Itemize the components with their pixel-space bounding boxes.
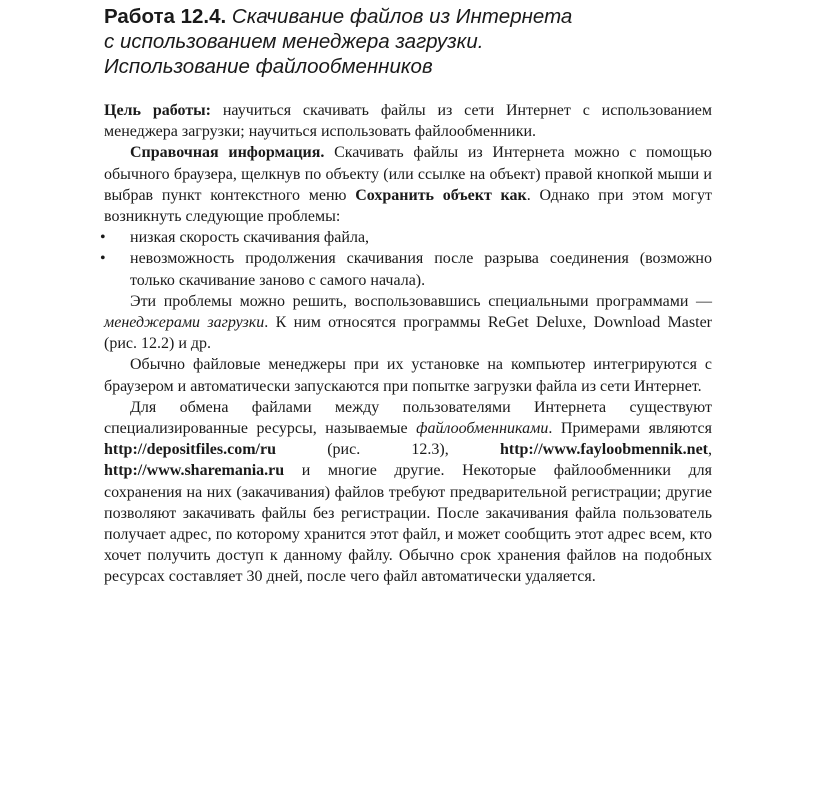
integration-paragraph: [104, 354, 712, 396]
list-item: [100, 248, 712, 290]
exchange-text-1: Для обмена файлами между пользователями Интернета существуют специализированные ресурсы, называемые: [104, 398, 712, 438]
exchange-term: файлообменниками: [416, 420, 549, 438]
work-number: Работа 12.4.: [104, 5, 227, 28]
page-title: [104, 4, 744, 79]
work-title-line-3: Использование файлообменников: [104, 55, 433, 78]
info-text-2: . Однако при этом могут возникнуть следующие проблемы:: [104, 186, 712, 226]
url-fayloobmennik: http://www.fayloobmennik.net: [499, 441, 708, 459]
exchange-paragraph: [104, 397, 712, 588]
problem-text: низкая скорость скачивания файла,: [130, 229, 370, 247]
menu-item-save-object: Сохранить объект как: [355, 186, 527, 204]
managers-paragraph: [104, 291, 712, 355]
integration-text: Обычно файловые менеджеры при их установке на компьютер интегрируются с браузером и автоматически запускаются при попытке загрузки файла из сети Интернет.: [104, 356, 712, 395]
url-depositfiles: http://depositfiles.com/ru: [104, 441, 276, 459]
bullet-icon: •: [100, 250, 106, 268]
goal-text: научиться скачивать файлы из сети Интернет с использованием менеджера загрузки; научиться использовать файлообменники.: [104, 102, 712, 141]
exchange-text-3: (рис. 12.3),: [276, 441, 500, 459]
exchange-text-5: и многие другие. Некоторые файлообменники для сохранения на них (закачивания) файлов требуют предварительной регистрации; другие позволяют закачивать файлы без регистрации. После закачивания файла пользователь получает адрес, по которому хранится этот файл, и может сообщить этот адрес всем, кто хочет получить доступ к данному файлу. Обычно срок хранения файлов на подобных ресурсах составляет 30 дней, после чего файл автоматически удаляется.: [104, 462, 712, 586]
exchange-text-4: ,: [708, 441, 712, 459]
managers-text-1: Эти проблемы можно решить, воспользовавшись специальными программами —: [130, 292, 712, 310]
goal-label: Цель работы:: [104, 102, 211, 119]
problems-list: [100, 227, 712, 291]
goal-paragraph: [104, 100, 712, 142]
managers-text-2: . К ним относятся программы ReGet Deluxe, Download Master (рис. 12.2) и др.: [104, 314, 712, 353]
info-paragraph: [104, 142, 712, 227]
exchange-text-2: . Примерами являются: [548, 420, 713, 438]
url-sharemania: http://www.sharemania.ru: [104, 462, 285, 480]
info-label: Справочная информация.: [130, 144, 325, 162]
document-body: [100, 100, 713, 588]
list-item: [100, 227, 712, 248]
work-title-line-2: с использованием менеджера загрузки.: [104, 30, 484, 53]
bullet-icon: •: [100, 229, 106, 247]
problem-text: невозможность продолжения скачивания после разрыва соединения (возможно только скачивание заново с самого начала).: [130, 250, 712, 289]
managers-term: менеджерами загрузки: [104, 314, 265, 332]
work-title-line-1: Скачивание файлов из Интернета: [231, 5, 573, 28]
info-text-1: Скачивать файлы из Интернета можно с помощью обычного браузера, щелкнув по объекту (или ссылке на объект) правой кнопкой мыши и выбрав пункт контекстного меню: [104, 144, 712, 204]
